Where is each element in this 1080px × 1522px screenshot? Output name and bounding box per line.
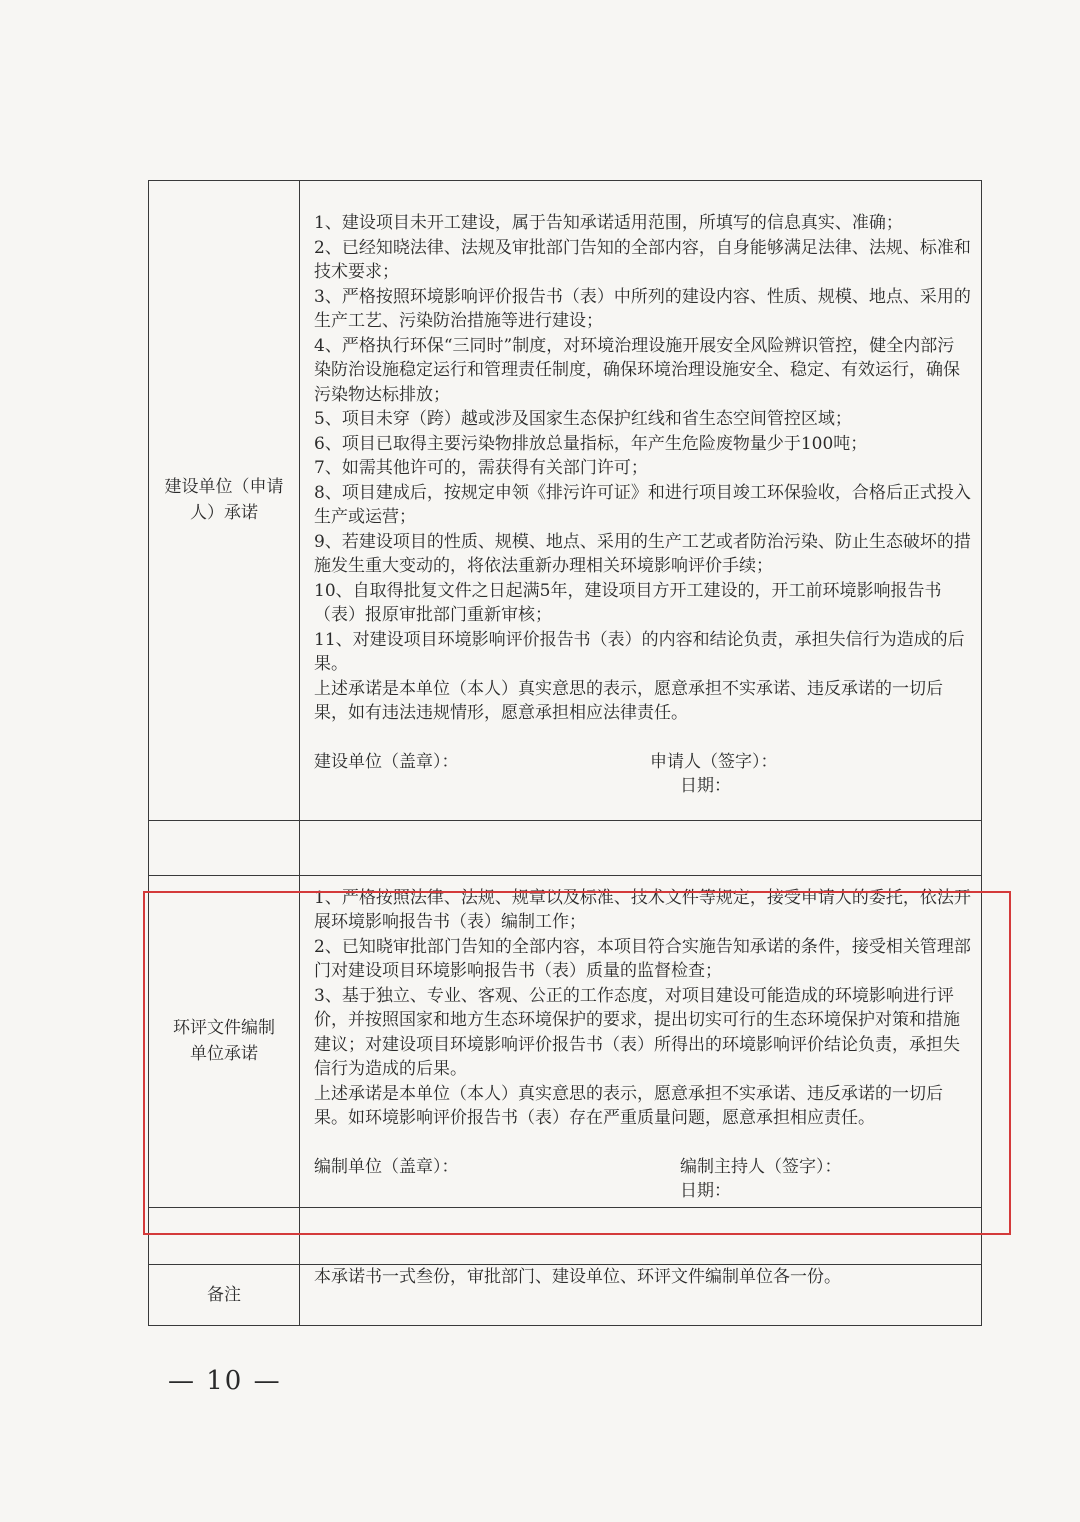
construction-seal-field: 建设单位（盖章）： — [314, 751, 459, 772]
blank-cell — [300, 820, 982, 875]
remarks-content-cell — [300, 1264, 982, 1325]
eia-statement: 上述承诺是本单位（本人）真实意思的表示，愿意承担不实承诺、违反承诺的一切后果。如环境影响评价报告书（表）存在严重质量问题，愿意承担相应责任。 — [314, 1083, 943, 1128]
eia-content-cell — [300, 875, 982, 1207]
remarks-row — [149, 1264, 982, 1325]
construction-item-2: 2、已经知晓法律、法规及审批部门告知的全部内容，自身能够满足法律、法规、标准和技术要求； — [314, 237, 971, 282]
construction-signature-row — [314, 750, 971, 798]
construction-item-4: 4、严格执行环保“三同时”制度，对环境治理设施开展安全风险辨识管控，健全内部污染防治设施稳定运行和管理责任制度，确保环境治理设施安全、稳定、有效运行，确保污染物达标排放； — [314, 335, 960, 405]
construction-item-8: 8、项目建成后，按规定申领《排污许可证》和进行项目竣工环保验收，合格后正式投入生产或运营； — [314, 482, 971, 527]
eia-signature-row — [314, 1155, 971, 1203]
construction-row — [149, 181, 982, 821]
construction-label: 建设单位（申请人）承诺 — [164, 477, 284, 524]
remarks-label-cell — [149, 1264, 300, 1325]
construction-item-10: 10、自取得批复文件之日起满5年，建设项目方开工建设的，开工前环境影响报告书（表）报原审批部门重新审核； — [314, 580, 942, 625]
blank-row-1 — [149, 820, 982, 875]
construction-item-3: 3、严格按照环境影响评价报告书（表）中所列的建设内容、性质、规模、地点、采用的生产工艺、污染防治措施等进行建设； — [314, 286, 971, 331]
blank-row-2 — [149, 1207, 982, 1264]
eia-label: 环评文件编制单位承诺 — [173, 1018, 275, 1064]
eia-seal-field: 编制单位（盖章）： — [314, 1156, 459, 1177]
construction-item-1: 1、建设项目未开工建设，属于告知承诺适用范围，所填写的信息真实、准确； — [314, 213, 903, 233]
construction-item-6: 6、项目已取得主要污染物排放总量指标，年产生危险废物量少于100吨； — [314, 433, 868, 454]
eia-signer-field: 编制主持人（签字）： — [680, 1156, 842, 1177]
construction-item-5: 5、项目未穿（跨）越或涉及国家生态保护红线和省生态空间管控区域； — [314, 409, 852, 429]
construction-item-9: 9、若建设项目的性质、规模、地点、采用的生产工艺或者防治污染、防止生态破坏的措施发生重大变动的，将依法重新办理相关环境影响评价手续； — [314, 531, 971, 576]
blank-cell — [300, 1207, 982, 1264]
construction-statement: 上述承诺是本单位（本人）真实意思的表示，愿意承担不实承诺、违反承诺的一切后果，如有违法违规情形，愿意承担相应法律责任。 — [314, 678, 943, 723]
eia-date-field: 日期： — [680, 1180, 731, 1201]
page-number: — 10 — — [168, 1366, 282, 1396]
construction-label-cell — [149, 181, 300, 821]
construction-date-field: 日期： — [680, 775, 731, 796]
construction-item-11: 11、对建设项目环境影响评价报告书（表）的内容和结论负责，承担失信行为造成的后果。 — [314, 629, 965, 674]
construction-signer-field: 申请人（签字）： — [650, 751, 778, 772]
commitment-table — [148, 180, 982, 1326]
remarks-text: 本承诺书一式叁份，审批部门、建设单位、环评文件编制单位各一份。 — [314, 1266, 841, 1287]
construction-content-cell — [300, 181, 982, 821]
eia-label-cell — [149, 875, 300, 1207]
eia-row — [149, 875, 982, 1207]
eia-item-3: 3、基于独立、专业、客观、公正的工作态度，对项目建设可能造成的环境影响进行评价，并按照国家和地方生态环境保护的要求，提出切实可行的生态环境保护对策和措施建议；对建设项目环境影响评价报告书（表）所得出的环境影响评价结论负责，承担失信行为造成的后果。 — [314, 985, 960, 1079]
eia-item-2: 2、已知晓审批部门告知的全部内容，本项目符合实施告知承诺的条件，接受相关管理部门对建设项目环境影响报告书（表）质量的监督检查； — [314, 936, 971, 981]
construction-item-7: 7、如需其他许可的，需获得有关部门许可； — [314, 458, 648, 478]
blank-cell — [149, 1207, 300, 1264]
eia-item-1: 1、严格按照法律、法规、规章以及标准、技术文件等规定，接受申请人的委托，依法开展环境影响报告书（表）编制工作； — [314, 887, 971, 932]
remarks-label: 备注 — [207, 1284, 241, 1305]
blank-cell — [149, 820, 300, 875]
